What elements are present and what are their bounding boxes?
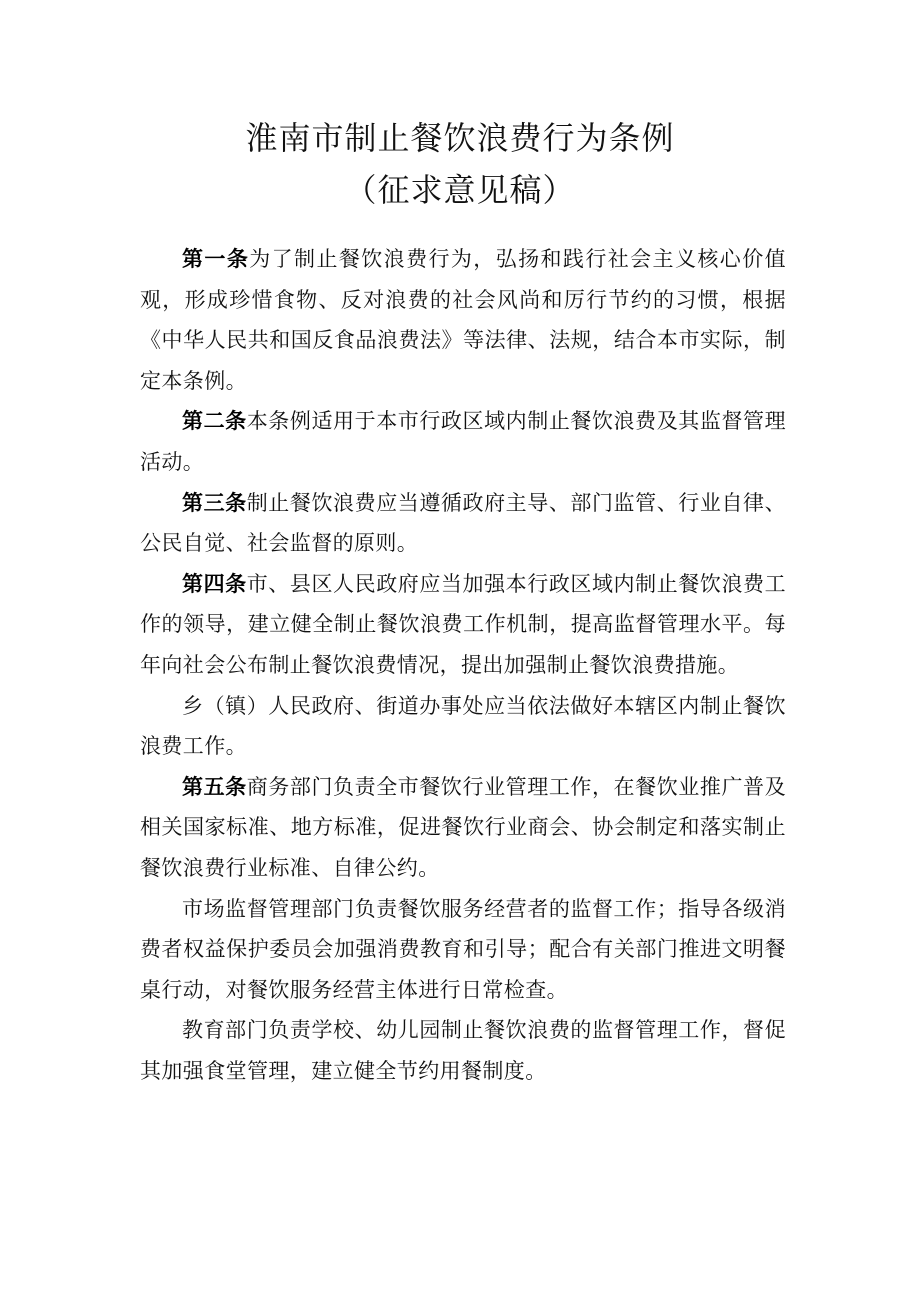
article-label: 第二条 xyxy=(182,409,247,434)
article-5 xyxy=(140,767,786,889)
article-text: 乡（镇）人民政府、街道办事处应当依法做好本辖区内制止餐饮浪费工作。 xyxy=(140,693,786,759)
document-title: 淮南市制止餐饮浪费行为条例 xyxy=(245,119,675,157)
article-label: 第三条 xyxy=(182,490,247,515)
document-body xyxy=(140,239,786,1091)
article-2 xyxy=(140,401,786,482)
article-label: 第五条 xyxy=(182,774,247,799)
article-text: 市场监督管理部门负责餐饮服务经营者的监督工作；指导各级消费者权益保护委员会加强消费教育和引导；配合有关部门推进文明餐桌行动，对餐饮服务经营主体进行日常检查。 xyxy=(140,896,786,1002)
article-5-paragraph-3 xyxy=(140,1010,786,1091)
article-label: 第一条 xyxy=(182,247,250,271)
article-text: 市、县区人民政府应当加强本行政区域内制止餐饮浪费工作的领导，建立健全制止餐饮浪费工作机制，提高监督管理水平。每年向社会公布制止餐饮浪费情况，提出加强制止餐饮浪费措施。 xyxy=(140,571,786,677)
article-label: 第四条 xyxy=(182,571,247,596)
article-text: 商务部门负责全市餐饮行业管理工作，在餐饮业推广普及相关国家标准、地方标准，促进餐饮行业商会、协会制定和落实制止餐饮浪费行业标准、自律公约。 xyxy=(140,774,786,880)
title-block xyxy=(0,112,920,216)
document-subtitle: （征求意见稿） xyxy=(344,171,576,209)
article-text: 为了制止餐饮浪费行为，弘扬和践行社会主义核心价值观，形成珍惜食物、反对浪费的社会风尚和厉行节约的习惯，根据《中华人民共和国反食品浪费法》等法律、法规，结合本市实际，制定本条例。 xyxy=(140,247,786,393)
article-1 xyxy=(140,239,786,401)
article-4 xyxy=(140,564,786,686)
article-5-paragraph-2 xyxy=(140,889,786,1011)
article-text: 教育部门负责学校、幼儿园制止餐饮浪费的监督管理工作，督促其加强食堂管理，建立健全节约用餐制度。 xyxy=(140,1018,786,1083)
article-text: 本条例适用于本市行政区域内制止餐饮浪费及其监督管理活动。 xyxy=(140,409,786,474)
article-4-paragraph-2 xyxy=(140,686,786,767)
article-text: 制止餐饮浪费应当遵循政府主导、部门监管、行业自律、公民自觉、社会监督的原则。 xyxy=(140,490,786,556)
article-3 xyxy=(140,483,786,564)
